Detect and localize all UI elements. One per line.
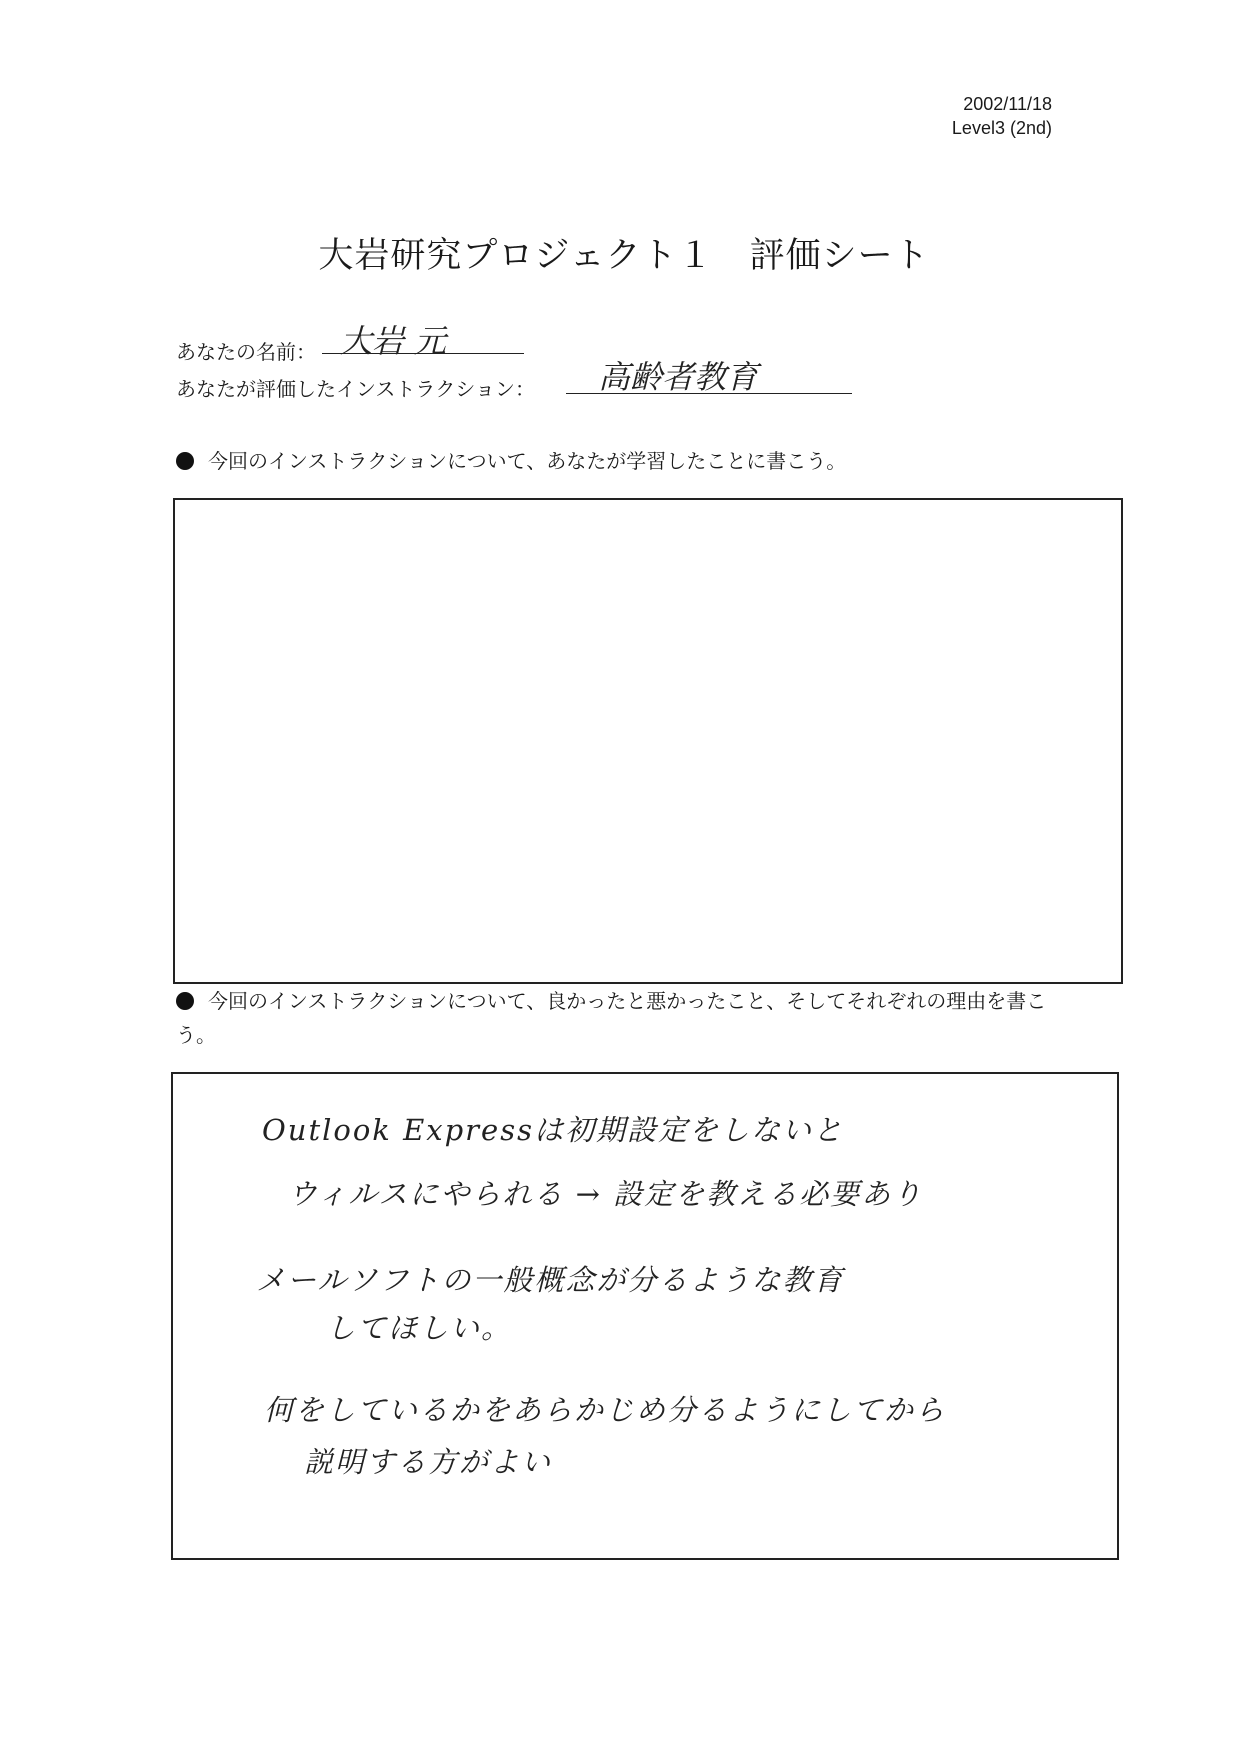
date-header xyxy=(952,92,1052,140)
sheet-title: 大岩研究プロジェクト１ 評価シート xyxy=(318,236,930,276)
answer-line: してほしい。 xyxy=(326,1311,513,1345)
answer-box-1[interactable] xyxy=(173,498,1123,984)
answer-line: Outlook Expressは初期設定をしないと xyxy=(262,1113,844,1147)
answer-line: 何をしているかをあらかじめ分るようにしてから xyxy=(264,1393,947,1427)
instruction-label: あなたが評価したインストラクション： xyxy=(176,377,535,401)
answer-line: ウィルスにやられる → 設定を教える必要あり xyxy=(288,1177,924,1211)
question-1 xyxy=(176,444,846,478)
date-text: 2002/11/18 xyxy=(963,94,1052,114)
instruction-value: 高齢者教育 xyxy=(598,358,759,396)
level-text: Level3 (2nd) xyxy=(951,118,1052,138)
name-value: 大岩 元 xyxy=(340,322,447,360)
question-2-text: 今回のインストラクションについて、良かったと悪かったこと、そしてそれぞれの理由を書こう。 xyxy=(176,989,1047,1047)
answer-line: 説明する方がよい xyxy=(304,1445,553,1479)
question-1-text: 今回のインストラクションについて、あなたが学習したことに書こう。 xyxy=(208,449,847,473)
question-2 xyxy=(176,984,1072,1052)
name-label: あなたの名前： xyxy=(176,340,316,364)
answer-line: メールソフトの一般概念が分るような教育 xyxy=(256,1263,845,1297)
bullet-icon xyxy=(176,992,194,1010)
bullet-icon xyxy=(176,452,194,470)
